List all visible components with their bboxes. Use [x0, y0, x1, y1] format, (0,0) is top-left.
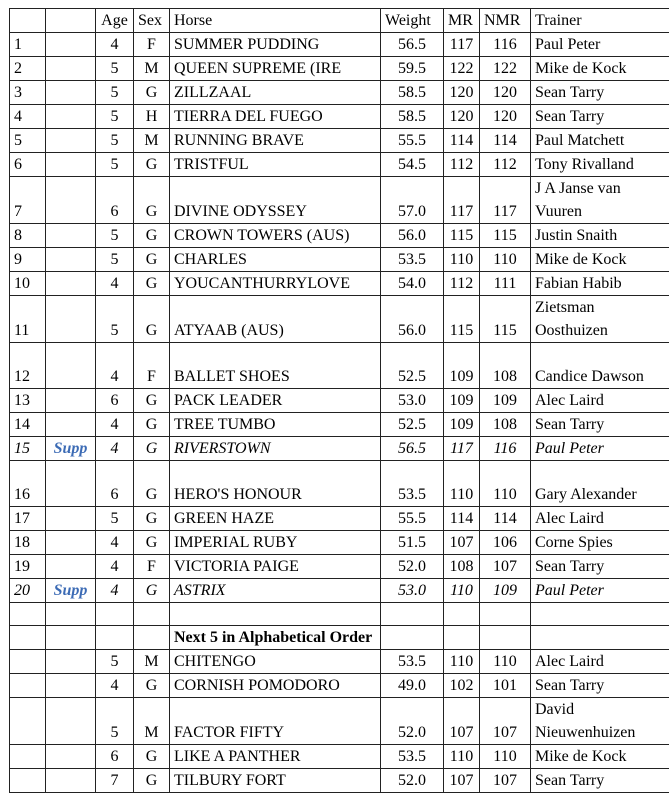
cell-horse: GREEN HAZE [170, 507, 381, 531]
cell-age: 4 [96, 437, 134, 461]
cell-mr [444, 626, 480, 650]
table-row [10, 650, 669, 674]
cell-num: 9 [10, 248, 46, 272]
cell-num: 19 [10, 555, 46, 579]
cell-num: 4 [10, 105, 46, 129]
cell-num [10, 674, 46, 698]
cell-weight: 53.5 [381, 650, 444, 674]
table-row [10, 224, 669, 248]
cell-trainer: Tony Rivalland [531, 153, 669, 177]
cell-trainer [531, 603, 669, 626]
cell-sex: G [134, 272, 170, 296]
cell-age: 5 [96, 507, 134, 531]
cell-trainer: Sean Tarry [531, 769, 669, 793]
cell-num: 1 [10, 33, 46, 57]
cell-sex: G [134, 461, 170, 507]
cell-weight: 54.0 [381, 272, 444, 296]
cell-horse: ATYAAB (AUS) [170, 296, 381, 343]
cell-nmr: 110 [480, 745, 531, 769]
cell-horse: FACTOR FIFTY [170, 698, 381, 745]
cell-horse: DIVINE ODYSSEY [170, 177, 381, 224]
cell-mr: 110 [444, 579, 480, 603]
cell-supp [46, 248, 96, 272]
cell-weight: 49.0 [381, 674, 444, 698]
cell-horse: PACK LEADER [170, 389, 381, 413]
table-row [10, 698, 669, 745]
cell-weight: 52.5 [381, 343, 444, 389]
table-row [10, 461, 669, 507]
cell-mr: 102 [444, 674, 480, 698]
cell-nmr: 109 [480, 389, 531, 413]
cell-num: 17 [10, 507, 46, 531]
cell-trainer: Corne Spies [531, 531, 669, 555]
cell-num: 3 [10, 81, 46, 105]
cell-sex: G [134, 248, 170, 272]
cell-mr: 115 [444, 296, 480, 343]
cell-weight: 56.0 [381, 296, 444, 343]
cell-mr: 120 [444, 81, 480, 105]
cell-supp [46, 603, 96, 626]
cell-mr [444, 603, 480, 626]
cell-supp [46, 674, 96, 698]
table-row [10, 579, 669, 603]
cell-supp [46, 555, 96, 579]
cell-sex: G [134, 413, 170, 437]
cell-trainer: Candice Dawson [531, 343, 669, 389]
cell-mr: 110 [444, 745, 480, 769]
cell-num: 7 [10, 177, 46, 224]
cell-age: 5 [96, 105, 134, 129]
cell-sex: G [134, 224, 170, 248]
cell-horse: CROWN TOWERS (AUS) [170, 224, 381, 248]
cell-num: 12 [10, 343, 46, 389]
cell-trainer: Alec Laird [531, 507, 669, 531]
cell-age: 6 [96, 745, 134, 769]
cell-mr: 107 [444, 769, 480, 793]
cell-horse: QUEEN SUPREME (IRE [170, 57, 381, 81]
cell-age: 4 [96, 531, 134, 555]
cell-horse: TREE TUMBO [170, 413, 381, 437]
cell-age: 5 [96, 81, 134, 105]
table-row [10, 745, 669, 769]
cell-horse: RIVERSTOWN [170, 437, 381, 461]
cell-horse: CHITENGO [170, 650, 381, 674]
table-row [10, 343, 669, 389]
cell-age: 5 [96, 650, 134, 674]
cell-mr: 117 [444, 33, 480, 57]
cell-num: 20 [10, 579, 46, 603]
cell-weight: 56.5 [381, 33, 444, 57]
cell-num [10, 626, 46, 650]
cell-num: 2 [10, 57, 46, 81]
cell-horse: TIERRA DEL FUEGO [170, 105, 381, 129]
cell-num [10, 769, 46, 793]
table-row [10, 129, 669, 153]
cell-horse: LIKE A PANTHER [170, 745, 381, 769]
cell-nmr: 110 [480, 248, 531, 272]
cell-sex: G [134, 389, 170, 413]
cell-nmr: 101 [480, 674, 531, 698]
cell-sex: G [134, 296, 170, 343]
cell-nmr: 116 [480, 437, 531, 461]
header-horse: Horse [170, 9, 381, 33]
cell-age: 5 [96, 224, 134, 248]
cell-age [96, 603, 134, 626]
cell-horse: VICTORIA PAIGE [170, 555, 381, 579]
cell-nmr: 120 [480, 105, 531, 129]
cell-weight: 53.5 [381, 461, 444, 507]
cell-weight: 52.0 [381, 555, 444, 579]
table-row [10, 437, 669, 461]
cell-supp [46, 296, 96, 343]
cell-horse: RUNNING BRAVE [170, 129, 381, 153]
cell-weight [381, 626, 444, 650]
cell-supp [46, 531, 96, 555]
cell-mr: 109 [444, 389, 480, 413]
cell-age: 4 [96, 555, 134, 579]
cell-weight: 53.5 [381, 745, 444, 769]
cell-mr: 107 [444, 698, 480, 745]
racecard-table [9, 8, 669, 793]
cell-age: 7 [96, 769, 134, 793]
cell-age: 4 [96, 272, 134, 296]
cell-supp [46, 745, 96, 769]
cell-trainer: Sean Tarry [531, 81, 669, 105]
cell-weight: 59.5 [381, 57, 444, 81]
cell-num: 15 [10, 437, 46, 461]
cell-supp [46, 769, 96, 793]
cell-trainer: Mike de Kock [531, 248, 669, 272]
table-row [10, 248, 669, 272]
cell-nmr [480, 603, 531, 626]
cell-sex: G [134, 153, 170, 177]
cell-supp [46, 105, 96, 129]
cell-weight: 55.5 [381, 129, 444, 153]
cell-age: 4 [96, 413, 134, 437]
cell-supp [46, 153, 96, 177]
cell-age: 6 [96, 177, 134, 224]
cell-trainer: Paul Matchett [531, 129, 669, 153]
header-trainer: Trainer [531, 9, 669, 33]
cell-nmr: 107 [480, 555, 531, 579]
cell-nmr: 114 [480, 129, 531, 153]
cell-trainer: Sean Tarry [531, 555, 669, 579]
cell-trainer: Paul Peter [531, 579, 669, 603]
cell-weight: 52.0 [381, 769, 444, 793]
table-row [10, 153, 669, 177]
header-nmr: NMR [480, 9, 531, 33]
cell-supp [46, 650, 96, 674]
table-row [10, 769, 669, 793]
cell-mr: 117 [444, 437, 480, 461]
cell-sex: M [134, 57, 170, 81]
cell-num: 10 [10, 272, 46, 296]
cell-mr: 117 [444, 177, 480, 224]
cell-supp [46, 81, 96, 105]
cell-weight: 58.5 [381, 105, 444, 129]
cell-nmr: 115 [480, 224, 531, 248]
cell-supp [46, 272, 96, 296]
cell-sex: M [134, 129, 170, 153]
cell-sex: M [134, 650, 170, 674]
cell-mr: 112 [444, 272, 480, 296]
table-row [10, 177, 669, 224]
cell-num: 11 [10, 296, 46, 343]
table-row [10, 81, 669, 105]
cell-nmr: 114 [480, 507, 531, 531]
cell-age: 6 [96, 389, 134, 413]
cell-trainer: Sean Tarry [531, 105, 669, 129]
table-row [10, 507, 669, 531]
cell-age: 5 [96, 248, 134, 272]
cell-mr: 110 [444, 248, 480, 272]
cell-mr: 122 [444, 57, 480, 81]
cell-trainer: Sean Tarry [531, 674, 669, 698]
cell-trainer: Alec Laird [531, 650, 669, 674]
cell-horse: Next 5 in Alphabetical Order [170, 626, 381, 650]
cell-mr: 114 [444, 129, 480, 153]
cell-supp [46, 57, 96, 81]
cell-sex: F [134, 343, 170, 389]
cell-supp [46, 33, 96, 57]
cell-trainer: Justin Snaith [531, 224, 669, 248]
cell-age: 5 [96, 296, 134, 343]
cell-sex: F [134, 555, 170, 579]
cell-horse: SUMMER PUDDING [170, 33, 381, 57]
cell-sex: G [134, 507, 170, 531]
cell-sex: G [134, 579, 170, 603]
cell-mr: 107 [444, 531, 480, 555]
cell-supp [46, 129, 96, 153]
cell-weight: 53.0 [381, 579, 444, 603]
cell-age: 4 [96, 33, 134, 57]
cell-trainer: Zietsman Oosthuizen [531, 296, 669, 343]
cell-mr: 114 [444, 507, 480, 531]
cell-num: 16 [10, 461, 46, 507]
cell-nmr [480, 626, 531, 650]
cell-horse: HERO'S HONOUR [170, 461, 381, 507]
cell-mr: 109 [444, 413, 480, 437]
cell-age: 5 [96, 698, 134, 745]
cell-weight: 53.5 [381, 248, 444, 272]
cell-weight: 57.0 [381, 177, 444, 224]
cell-nmr: 122 [480, 57, 531, 81]
table-row [10, 531, 669, 555]
cell-num [10, 603, 46, 626]
header-num [10, 9, 46, 33]
cell-age: 5 [96, 153, 134, 177]
cell-num: 6 [10, 153, 46, 177]
cell-age: 4 [96, 579, 134, 603]
cell-trainer: Alec Laird [531, 389, 669, 413]
cell-num: 18 [10, 531, 46, 555]
cell-supp [46, 177, 96, 224]
table-row [10, 674, 669, 698]
cell-trainer: J A Janse van Vuuren [531, 177, 669, 224]
cell-nmr: 109 [480, 579, 531, 603]
cell-sex: F [134, 33, 170, 57]
racecard-body [10, 9, 669, 793]
header-sex: Sex [134, 9, 170, 33]
cell-nmr: 107 [480, 769, 531, 793]
cell-age [96, 626, 134, 650]
cell-num: 8 [10, 224, 46, 248]
cell-nmr: 110 [480, 461, 531, 507]
cell-trainer: David Nieuwenhuizen [531, 698, 669, 745]
cell-nmr: 107 [480, 698, 531, 745]
cell-sex: G [134, 531, 170, 555]
cell-weight: 54.5 [381, 153, 444, 177]
cell-sex [134, 603, 170, 626]
cell-horse: CHARLES [170, 248, 381, 272]
header-weight: Weight [381, 9, 444, 33]
cell-mr: 110 [444, 650, 480, 674]
cell-num [10, 698, 46, 745]
cell-sex: H [134, 105, 170, 129]
cell-supp [46, 389, 96, 413]
header-age: Age [96, 9, 134, 33]
cell-weight [381, 603, 444, 626]
cell-num: 14 [10, 413, 46, 437]
cell-weight: 52.0 [381, 698, 444, 745]
cell-horse: BALLET SHOES [170, 343, 381, 389]
cell-nmr: 112 [480, 153, 531, 177]
cell-sex: G [134, 81, 170, 105]
cell-horse [170, 603, 381, 626]
cell-num: 13 [10, 389, 46, 413]
cell-nmr: 115 [480, 296, 531, 343]
cell-supp [46, 343, 96, 389]
cell-age: 4 [96, 674, 134, 698]
blank-row [10, 603, 669, 626]
cell-age: 5 [96, 57, 134, 81]
table-row [10, 105, 669, 129]
cell-weight: 56.0 [381, 224, 444, 248]
cell-nmr: 116 [480, 33, 531, 57]
cell-trainer: Gary Alexander [531, 461, 669, 507]
cell-age: 6 [96, 461, 134, 507]
table-row [10, 413, 669, 437]
cell-trainer: Paul Peter [531, 33, 669, 57]
cell-nmr: 108 [480, 413, 531, 437]
cell-sex: M [134, 698, 170, 745]
cell-mr: 108 [444, 555, 480, 579]
cell-age: 5 [96, 129, 134, 153]
cell-supp [46, 507, 96, 531]
cell-mr: 120 [444, 105, 480, 129]
cell-horse: IMPERIAL RUBY [170, 531, 381, 555]
cell-horse: ASTRIX [170, 579, 381, 603]
cell-sex: G [134, 769, 170, 793]
cell-mr: 115 [444, 224, 480, 248]
cell-num [10, 745, 46, 769]
cell-trainer [531, 626, 669, 650]
cell-mr: 109 [444, 343, 480, 389]
table-row [10, 296, 669, 343]
cell-weight: 55.5 [381, 507, 444, 531]
cell-horse: TRISTFUL [170, 153, 381, 177]
table-row [10, 272, 669, 296]
cell-nmr: 120 [480, 81, 531, 105]
section-header-row [10, 626, 669, 650]
table-row [10, 389, 669, 413]
cell-sex: G [134, 437, 170, 461]
cell-sex: G [134, 745, 170, 769]
cell-num: 5 [10, 129, 46, 153]
cell-horse: YOUCANTHURRYLOVE [170, 272, 381, 296]
cell-sex: G [134, 674, 170, 698]
cell-nmr: 111 [480, 272, 531, 296]
cell-weight: 52.5 [381, 413, 444, 437]
cell-horse: CORNISH POMODORO [170, 674, 381, 698]
cell-horse: TILBURY FORT [170, 769, 381, 793]
cell-sex [134, 626, 170, 650]
cell-sex: G [134, 177, 170, 224]
cell-nmr: 110 [480, 650, 531, 674]
cell-supp: Supp [46, 437, 96, 461]
cell-supp: Supp [46, 579, 96, 603]
cell-supp [46, 698, 96, 745]
cell-supp [46, 626, 96, 650]
cell-horse: ZILLZAAL [170, 81, 381, 105]
cell-mr: 110 [444, 461, 480, 507]
cell-supp [46, 413, 96, 437]
cell-trainer: Mike de Kock [531, 57, 669, 81]
cell-trainer: Fabian Habib [531, 272, 669, 296]
cell-weight: 53.0 [381, 389, 444, 413]
header-supp [46, 9, 96, 33]
cell-supp [46, 461, 96, 507]
cell-trainer: Paul Peter [531, 437, 669, 461]
cell-age: 4 [96, 343, 134, 389]
cell-trainer: Sean Tarry [531, 413, 669, 437]
cell-num [10, 650, 46, 674]
cell-weight: 58.5 [381, 81, 444, 105]
table-row [10, 555, 669, 579]
header-mr: MR [444, 9, 480, 33]
cell-supp [46, 224, 96, 248]
cell-weight: 51.5 [381, 531, 444, 555]
cell-trainer: Mike de Kock [531, 745, 669, 769]
header-row [10, 9, 669, 33]
cell-nmr: 117 [480, 177, 531, 224]
cell-mr: 112 [444, 153, 480, 177]
table-row [10, 33, 669, 57]
table-row [10, 57, 669, 81]
cell-weight: 56.5 [381, 437, 444, 461]
cell-nmr: 108 [480, 343, 531, 389]
cell-nmr: 106 [480, 531, 531, 555]
